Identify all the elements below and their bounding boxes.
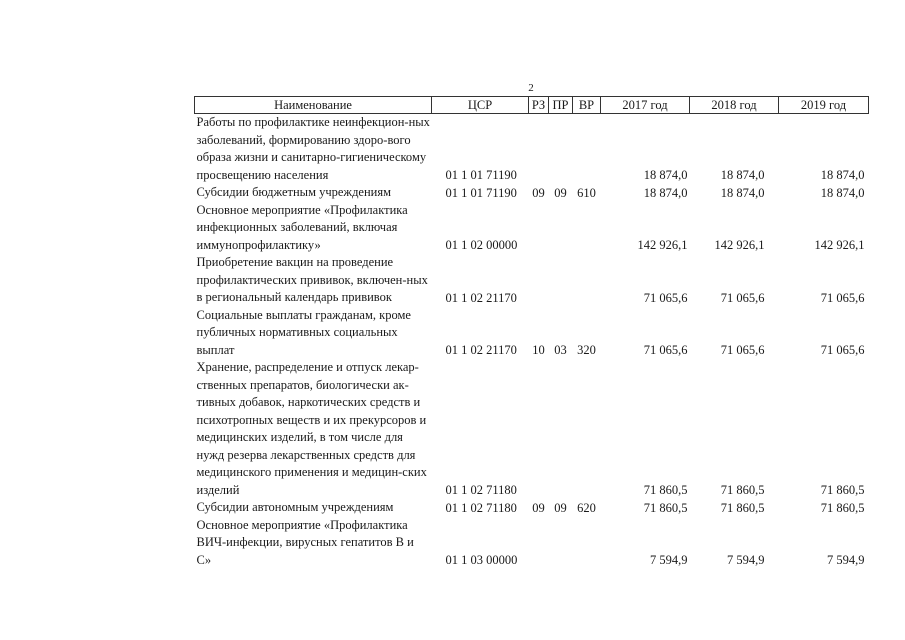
row-csr: 01 1 02 00000 xyxy=(445,238,518,252)
row-rz: 10 xyxy=(532,343,545,357)
row-name: Приобретение вакцин на проведение профилактических прививок, включен-ных в региональный календарь прививок xyxy=(196,255,428,304)
table-row xyxy=(195,114,869,185)
row-2017: 7 594,9 xyxy=(650,553,688,567)
row-vr xyxy=(573,517,601,570)
row-name: Основное мероприятие «Профилактика инфекционных заболеваний, включая иммунопрофилактику» xyxy=(196,202,408,252)
row-csr: 01 1 02 21170 xyxy=(445,343,517,357)
row-csr: 01 1 01 71190 xyxy=(445,185,517,200)
row-rz xyxy=(529,202,549,255)
header-row xyxy=(195,97,869,114)
table-row xyxy=(195,359,869,499)
row-vr: 620 xyxy=(577,500,596,515)
row-name: Основное мероприятие «Профилактика ВИЧ-инфекции, вирусных гепатитов В и С» xyxy=(196,517,414,567)
header-name: Наименование xyxy=(195,97,432,114)
row-2017: 71 860,5 xyxy=(643,500,688,515)
row-vr xyxy=(573,359,601,499)
row-2018: 71 065,6 xyxy=(720,290,765,305)
row-name: Работы по профилактике неинфекцион-ных заболеваний, формированию здоро-вого образа жизни и санитарно-гигиеническому просвещению населения xyxy=(196,115,430,182)
row-2018: 18 874,0 xyxy=(720,185,765,200)
header-csr: ЦСР xyxy=(432,97,529,114)
header-pr: ПР xyxy=(549,97,573,114)
row-2019: 71 860,5 xyxy=(820,500,865,515)
row-2019: 7 594,9 xyxy=(827,553,865,567)
row-csr: 01 1 02 71180 xyxy=(445,500,517,515)
row-2018: 71 860,5 xyxy=(720,500,765,515)
row-pr xyxy=(549,202,573,255)
row-vr: 320 xyxy=(577,343,596,357)
table-row xyxy=(195,202,869,255)
page-number: 2 xyxy=(528,82,534,94)
row-2018: 18 874,0 xyxy=(720,168,765,182)
row-pr xyxy=(549,359,573,499)
row-2017: 71 860,5 xyxy=(643,483,688,497)
header-2019: 2019 год xyxy=(779,97,869,114)
row-vr: 610 xyxy=(577,185,596,200)
table-row xyxy=(195,499,869,517)
header-vr: ВР xyxy=(573,97,601,114)
row-pr xyxy=(549,114,573,185)
row-pr xyxy=(549,517,573,570)
row-rz xyxy=(529,254,549,307)
row-pr: 09 xyxy=(554,500,567,515)
row-name: Хранение, распределение и отпуск лекар-ственных препаратов, биологически ак-тивных добавок, наркотических средств и психотропных веществ и их прекурсоров и медицинских изделий, в том числе для нужд резерва лекарственных средств для медицинского применения и медицин-ских изделий xyxy=(196,360,427,497)
header-rz: РЗ xyxy=(529,97,549,114)
row-pr xyxy=(549,254,573,307)
row-2017: 71 065,6 xyxy=(643,343,688,357)
row-rz: 09 xyxy=(532,500,545,515)
budget-table xyxy=(194,96,869,569)
row-vr xyxy=(573,202,601,255)
row-2017: 18 874,0 xyxy=(643,168,688,182)
row-2017: 142 926,1 xyxy=(637,238,688,252)
row-csr: 01 1 03 00000 xyxy=(445,553,518,567)
table-row xyxy=(195,307,869,360)
row-2018: 71 065,6 xyxy=(720,343,765,357)
row-2018: 7 594,9 xyxy=(727,553,765,567)
table-row xyxy=(195,184,869,202)
row-2018: 142 926,1 xyxy=(714,238,765,252)
row-rz xyxy=(529,359,549,499)
row-2019: 71 860,5 xyxy=(820,483,865,497)
row-pr: 09 xyxy=(554,185,567,200)
table-row xyxy=(195,517,869,570)
table-row xyxy=(195,254,869,307)
row-2018: 71 860,5 xyxy=(720,483,765,497)
row-2017: 18 874,0 xyxy=(643,185,688,200)
table-header xyxy=(195,97,869,114)
row-2019: 18 874,0 xyxy=(820,168,865,182)
table-body xyxy=(195,114,869,570)
row-csr: 01 1 02 71180 xyxy=(445,483,517,497)
row-2019: 71 065,6 xyxy=(820,290,865,305)
row-rz xyxy=(529,517,549,570)
row-name: Субсидии бюджетным учреждениям xyxy=(196,185,392,199)
row-csr: 01 1 01 71190 xyxy=(445,168,517,182)
row-2019: 71 065,6 xyxy=(820,343,865,357)
row-csr: 01 1 02 21170 xyxy=(445,290,517,305)
row-2019: 142 926,1 xyxy=(814,238,865,252)
header-2017: 2017 год xyxy=(601,97,690,114)
row-2017: 71 065,6 xyxy=(643,290,688,305)
row-name: Социальные выплаты гражданам, кроме публичных нормативных социальных выплат xyxy=(196,307,411,357)
header-2018: 2018 год xyxy=(690,97,779,114)
row-pr: 03 xyxy=(554,343,567,357)
row-rz: 09 xyxy=(532,185,545,200)
row-name: Субсидии автономным учреждениям xyxy=(196,500,394,514)
row-vr xyxy=(573,254,601,307)
row-vr xyxy=(573,114,601,185)
row-2019: 18 874,0 xyxy=(820,185,865,200)
row-rz xyxy=(529,114,549,185)
